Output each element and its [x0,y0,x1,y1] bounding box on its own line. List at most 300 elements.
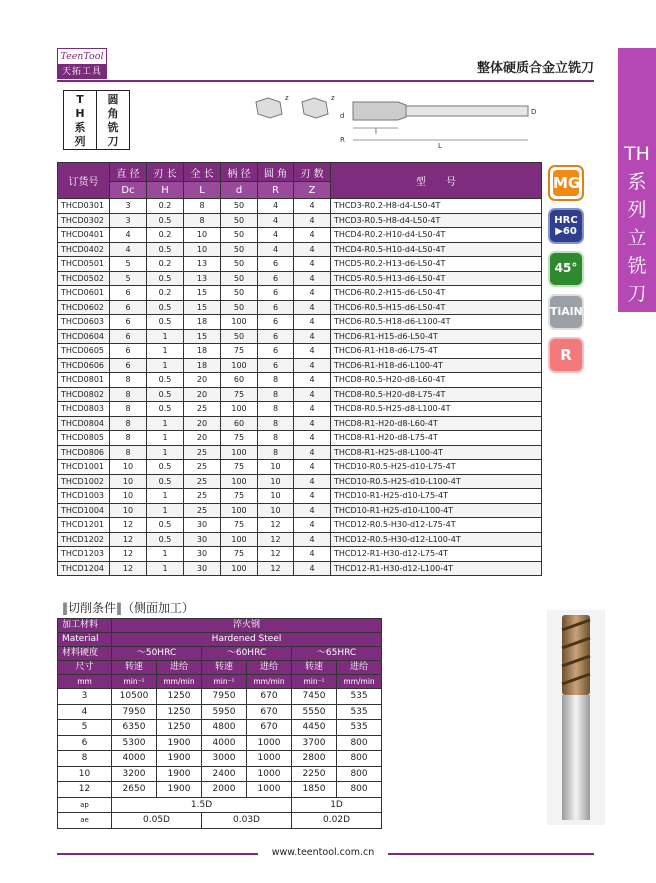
table-cell: 1 [147,547,184,562]
table-cell: 0.5 [147,271,184,286]
table-cell: THCD5-R0.5-H13-d6-L50-4T [331,271,542,286]
ae-value: 0.05D [112,813,202,829]
table-cell: 8 [258,416,294,431]
end-view-shape [302,98,328,118]
material-value: 淬火钢 [112,619,382,633]
table-row [58,518,542,533]
table-cell: 75 [221,344,258,359]
table-cell: 6 [110,358,147,373]
table-cell: 25 [184,489,221,504]
table-row [58,474,542,489]
cutting-cell: 670 [247,720,292,736]
table-cell: THCD3-R0.5-H8-d4-L50-4T [331,213,542,228]
table-row [58,431,542,446]
table-cell: 8 [258,387,294,402]
end-view-shape [256,98,282,118]
cutting-cell: 6 [58,735,112,751]
table-cell: THCD0402 [58,242,110,257]
table-cell: 8 [258,445,294,460]
col-flutes-sym: Z [294,182,331,199]
table-cell: THCD1201 [58,518,110,533]
cutting-row [58,751,382,767]
table-row [58,271,542,286]
feed-unit: mm/min [337,675,382,689]
table-cell: THCD8-R0.5-H25-d8-L100-4T [331,402,542,417]
table-cell: THCD6-R1-H18-d6-L100-4T [331,358,542,373]
tool-flute-section [353,102,406,120]
table-row [58,300,542,315]
cutting-cell: 1900 [157,766,202,782]
table-cell: 75 [221,489,258,504]
table-cell: THCD0804 [58,416,110,431]
table-cell: 12 [110,561,147,576]
table-cell: 20 [184,431,221,446]
table-row [58,561,542,576]
label-R: R [340,136,345,144]
table-cell: 13 [184,257,221,272]
cutting-cell: 2400 [202,766,247,782]
table-cell: 100 [221,315,258,330]
table-cell: 4 [294,358,331,373]
table-row [58,315,542,330]
table-cell: 6 [258,286,294,301]
table-cell: THCD1002 [58,474,110,489]
table-cell: 12 [258,518,294,533]
table-cell: THCD4-R0.5-H10-d4-L50-4T [331,242,542,257]
table-cell: 0.5 [147,402,184,417]
table-cell: 5 [110,257,147,272]
table-cell: 12 [258,561,294,576]
cutting-cell: 10 [58,766,112,782]
page-title: 整体硬质合金立铣刀 [476,61,594,76]
table-cell: 8 [110,402,147,417]
table-cell: 12 [258,532,294,547]
table-row [58,199,542,214]
series-box-th [63,90,97,150]
table-cell: 4 [294,344,331,359]
table-cell: 12 [110,547,147,562]
side-tab-char: 立 [627,227,647,249]
table-cell: 6 [110,300,147,315]
side-tab-char: 铣 [627,255,647,277]
table-cell: 4 [294,561,331,576]
cutting-cell: 670 [247,689,292,705]
table-row [58,213,542,228]
table-cell: THCD0501 [58,257,110,272]
table-cell: 6 [258,358,294,373]
speed-label: 转速 [112,661,157,675]
label-z: z [331,94,335,102]
table-cell: 4 [258,199,294,214]
cutting-cell: 4 [58,704,112,720]
table-cell: 8 [110,416,147,431]
table-cell: THCD0604 [58,329,110,344]
table-cell: THCD5-R0.2-H13-d6-L50-4T [331,257,542,272]
table-row [58,228,542,243]
table-row [58,503,542,518]
cutting-row [58,766,382,782]
cutting-cell: 6350 [112,720,157,736]
table-cell: THCD1003 [58,489,110,504]
table-cell: 4 [294,213,331,228]
table-cell: 8 [258,373,294,388]
table-cell: 15 [184,300,221,315]
col-shank: 柄 径 [221,163,258,182]
table-cell: 100 [221,402,258,417]
table-cell: 100 [221,358,258,373]
table-cell: THCD0801 [58,373,110,388]
table-cell: THCD0301 [58,199,110,214]
cutting-section-title: ‖切削条件‖（侧面加工） [62,601,195,615]
table-cell: THCD12-R0.5-H30-d12-L75-4T [331,518,542,533]
hrc-value: ▶60 [555,226,577,237]
table-cell: 0.2 [147,199,184,214]
table-cell: 1 [147,503,184,518]
table-cell: 100 [221,532,258,547]
table-cell: 30 [184,547,221,562]
table-cell: 4 [294,518,331,533]
logo-text-en: TeenTool [58,49,106,65]
table-cell: 8 [110,431,147,446]
helix-angle-badge [548,251,584,287]
cutting-row [58,689,382,705]
table-cell: 10 [110,474,147,489]
material-label-en: Material [58,633,112,647]
table-cell: 18 [184,358,221,373]
table-cell: THCD0601 [58,286,110,301]
table-cell: 8 [110,445,147,460]
feed-label: 进给 [337,661,382,675]
table-cell: 100 [221,474,258,489]
cutting-cell: 1850 [292,782,337,798]
grade-mg-badge [548,165,584,201]
hrc-label: HRC [554,215,578,226]
cutting-cell: 4000 [202,735,247,751]
col-diameter: 直 径 [110,163,147,182]
tool-shank-section [406,106,528,116]
label-L: L [438,142,442,150]
footer-url[interactable]: www.teentool.com.cn [258,845,388,861]
table-cell: 4 [294,300,331,315]
cutting-cell: 10500 [112,689,157,705]
table-cell: THCD0502 [58,271,110,286]
table-cell: 1 [147,329,184,344]
table-cell: 15 [184,286,221,301]
table-cell: 0.5 [147,460,184,475]
table-cell: THCD1001 [58,460,110,475]
series-char: H [75,107,85,120]
series-char: 圆 [107,93,119,106]
series-char: 刀 [107,135,119,148]
table-cell: 75 [221,547,258,562]
table-cell: 4 [294,460,331,475]
table-cell: 1 [147,416,184,431]
cutting-cell: 2800 [292,751,337,767]
cutting-cell: 1000 [247,735,292,751]
table-cell: THCD1004 [58,503,110,518]
col-diameter-sym: Dc [110,182,147,199]
table-cell: 25 [184,402,221,417]
table-row [58,416,542,431]
cutting-cell: 3000 [202,751,247,767]
table-cell: 4 [294,489,331,504]
table-cell: THCD0803 [58,402,110,417]
table-cell: 50 [221,257,258,272]
col-radius: 圆 角 [258,163,294,182]
cutting-cell: 7950 [202,689,247,705]
table-cell: 10 [110,460,147,475]
table-cell: THCD0605 [58,344,110,359]
cutting-row [58,704,382,720]
table-cell: 75 [221,431,258,446]
cutting-cell: 535 [337,704,382,720]
material-value-en: Hardened Steel [112,633,382,647]
cutting-cell: 800 [337,782,382,798]
cutting-cell: 1250 [157,720,202,736]
cutting-cell: 5 [58,720,112,736]
table-cell: 6 [258,315,294,330]
table-cell: 20 [184,373,221,388]
tool-dimension-diagram [248,88,538,150]
table-cell: 25 [184,503,221,518]
table-cell: 100 [221,561,258,576]
table-cell: 50 [221,199,258,214]
size-label: 尺寸 [58,661,112,675]
col-order-no: 订货号 [58,163,110,199]
table-cell: THCD0302 [58,213,110,228]
table-cell: 8 [184,213,221,228]
table-cell: THCD0805 [58,431,110,446]
cutting-cell: 670 [247,704,292,720]
table-cell: THCD6-R0.5-H15-d6-L50-4T [331,300,542,315]
series-char: 列 [74,135,86,148]
col-model: 型 号 [331,163,542,199]
series-char: 系 [74,121,86,134]
table-cell: 0.2 [147,286,184,301]
side-tab-char: 系 [627,171,647,193]
table-cell: 4 [294,373,331,388]
cutting-cell: 12 [58,782,112,798]
ae-label: ae [58,813,112,829]
table-cell: 30 [184,561,221,576]
col-flute-length: 刃 长 [147,163,184,182]
table-cell: 8 [258,431,294,446]
table-cell: THCD12-R1-H30-d12-L100-4T [331,561,542,576]
table-cell: 1 [147,358,184,373]
material-label: 加工材料 [58,619,112,633]
table-cell: 5 [110,271,147,286]
table-cell: 25 [184,445,221,460]
table-cell: 10 [258,489,294,504]
table-cell: 6 [258,300,294,315]
table-row [58,387,542,402]
table-cell: 4 [294,271,331,286]
table-cell: 4 [294,228,331,243]
table-cell: 6 [110,329,147,344]
cutting-cell: 8 [58,751,112,767]
table-cell: THCD8-R0.5-H20-d8-L75-4T [331,387,542,402]
cutting-cell: 7450 [292,689,337,705]
cutting-cell: 1250 [157,689,202,705]
table-cell: 4 [294,315,331,330]
speed-unit: min⁻¹ [202,675,247,689]
table-cell: 4 [294,387,331,402]
table-cell: THCD3-R0.2-H8-d4-L50-4T [331,199,542,214]
table-cell: THCD0806 [58,445,110,460]
hrc-badge [548,208,584,244]
table-cell: THCD0606 [58,358,110,373]
table-cell: 60 [221,416,258,431]
table-cell: 50 [221,213,258,228]
table-cell: 10 [184,242,221,257]
side-tab-char: TH [624,143,650,165]
feed-unit: mm/min [157,675,202,689]
table-cell: 8 [258,402,294,417]
table-row [58,532,542,547]
tool-photo [547,610,605,825]
col-flute-length-sym: H [147,182,184,199]
cutting-conditions-table [57,618,382,829]
cutting-cell: 5300 [112,735,157,751]
cutting-cell: 7950 [112,704,157,720]
speed-unit: min⁻¹ [292,675,337,689]
table-cell: THCD8-R1-H20-d8-L60-4T [331,416,542,431]
table-cell: 50 [221,329,258,344]
table-cell: 3 [110,213,147,228]
cutting-cell: 4450 [292,720,337,736]
cutting-cell: 800 [337,735,382,751]
table-cell: 50 [221,286,258,301]
table-cell: THCD12-R1-H30-d12-L75-4T [331,547,542,562]
feed-label: 进给 [247,661,292,675]
table-cell: THCD8-R1-H20-d8-L75-4T [331,431,542,446]
hardness-group: ～65HRC [292,647,382,661]
table-cell: 4 [294,445,331,460]
table-row [58,489,542,504]
table-cell: 4 [294,199,331,214]
tool-shank-photo [562,695,590,820]
table-cell: 0.5 [147,474,184,489]
cutting-cell: 1900 [157,735,202,751]
table-cell: 75 [221,518,258,533]
table-cell: 4 [294,474,331,489]
table-cell: 10 [258,503,294,518]
ae-value: 0.03D [202,813,292,829]
cutting-cell: 800 [337,751,382,767]
table-cell: THCD6-R0.5-H18-d6-L100-4T [331,315,542,330]
table-cell: 18 [184,344,221,359]
coating-badge [548,294,584,330]
mg-label: MG [553,170,579,196]
table-cell: 0.5 [147,387,184,402]
product-table [57,162,542,576]
table-cell: 4 [258,228,294,243]
cutting-cell: 4000 [112,751,157,767]
table-cell: 12 [110,518,147,533]
table-cell: 4 [294,329,331,344]
cutting-cell: 5950 [202,704,247,720]
table-cell: THCD0603 [58,315,110,330]
label-l: l [375,128,377,136]
table-cell: 6 [110,315,147,330]
col-radius-sym: R [258,182,294,199]
table-cell: 1 [147,561,184,576]
table-cell: THCD1204 [58,561,110,576]
table-cell: 75 [221,387,258,402]
table-cell: THCD0602 [58,300,110,315]
feed-label: 进给 [157,661,202,675]
table-cell: THCD1202 [58,532,110,547]
table-cell: THCD6-R1-H15-d6-L50-4T [331,329,542,344]
table-cell: 1 [147,489,184,504]
table-row [58,460,542,475]
table-row [58,373,542,388]
table-cell: 8 [110,373,147,388]
col-total-length-sym: L [184,182,221,199]
table-cell: 0.5 [147,300,184,315]
table-cell: 4 [294,286,331,301]
col-total-length: 全 长 [184,163,221,182]
series-char: T [76,93,84,106]
table-cell: THCD10-R0.5-H25-d10-L100-4T [331,474,542,489]
ae-value: 0.02D [292,813,382,829]
table-cell: 6 [258,271,294,286]
cutting-row [58,735,382,751]
cutting-row [58,720,382,736]
table-cell: 1 [147,445,184,460]
table-cell: 0.2 [147,257,184,272]
ap-label: ap [58,797,112,813]
cutting-cell: 3200 [112,766,157,782]
cutting-row [58,782,382,798]
cutting-cell: 2250 [292,766,337,782]
table-cell: THCD1203 [58,547,110,562]
table-cell: THCD12-R0.5-H30-d12-L100-4T [331,532,542,547]
table-cell: 100 [221,445,258,460]
table-row [58,344,542,359]
cutting-cell: 5550 [292,704,337,720]
table-cell: 6 [110,344,147,359]
label-d: d [340,112,345,120]
table-cell: 4 [294,402,331,417]
cutting-cell: 1000 [247,782,292,798]
table-cell: THCD10-R1-H25-d10-L100-4T [331,503,542,518]
table-cell: 4 [294,416,331,431]
table-cell: 1 [147,344,184,359]
cutting-cell: 535 [337,720,382,736]
radius-label: R [560,346,572,364]
table-cell: 25 [184,460,221,475]
table-cell: 0.5 [147,532,184,547]
table-cell: THCD6-R1-H18-d6-L75-4T [331,344,542,359]
table-cell: THCD0401 [58,228,110,243]
table-cell: 4 [294,257,331,272]
col-shank-sym: d [221,182,258,199]
table-cell: 20 [184,416,221,431]
table-cell: 3 [110,199,147,214]
table-cell: THCD0802 [58,387,110,402]
table-cell: 4 [110,242,147,257]
table-cell: THCD10-R1-H25-d10-L75-4T [331,489,542,504]
side-tab-char: 列 [627,199,647,221]
table-row [58,329,542,344]
cutting-cell: 3 [58,689,112,705]
table-cell: 12 [110,532,147,547]
label-D: D [531,108,537,116]
table-cell: 13 [184,271,221,286]
table-cell: 0.5 [147,518,184,533]
table-cell: 10 [110,503,147,518]
